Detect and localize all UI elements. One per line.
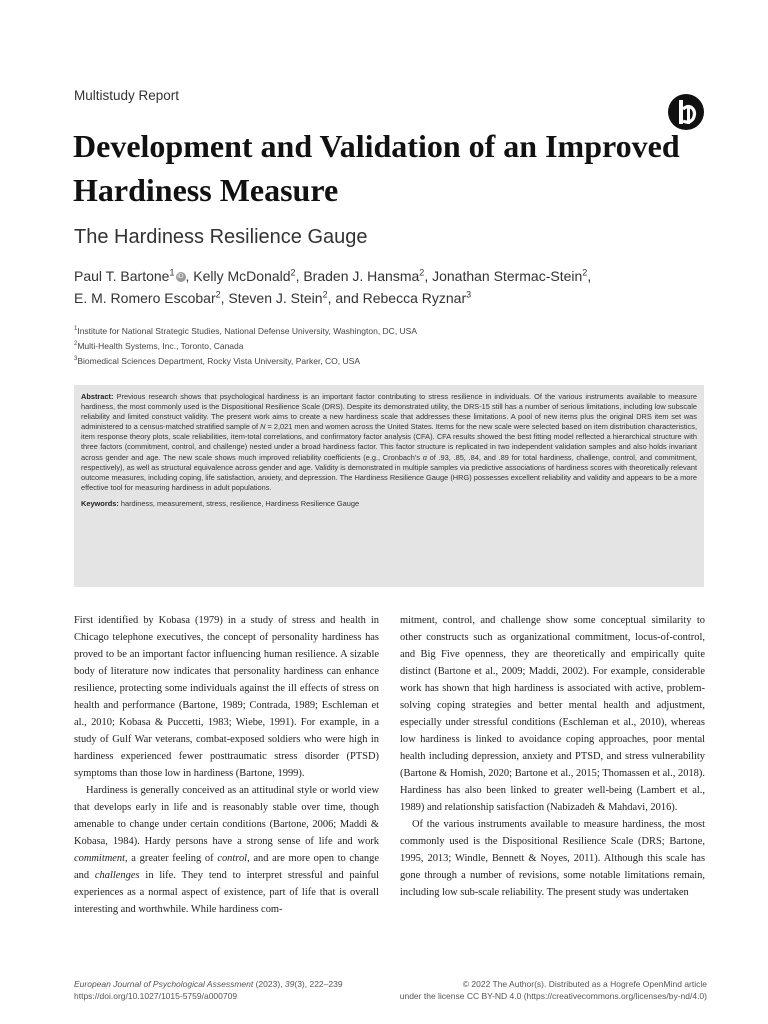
author-name: , Braden J. Hansma — [295, 268, 420, 284]
author-affiliation-mark: 2 — [215, 289, 221, 300]
author-affiliation-mark: 2 — [290, 267, 296, 278]
sample-size-symbol: N — [260, 422, 266, 432]
report-type-label: Multistudy Report — [74, 88, 180, 103]
body-text: and are more open to change and — [74, 853, 379, 881]
author-name: , Steven J. Stein — [220, 290, 323, 306]
affiliation-mark: 3 — [74, 356, 78, 363]
affiliation-mark: 1 — [74, 326, 78, 333]
author-affiliation-mark: 2 — [582, 267, 588, 278]
body-column-right — [400, 612, 705, 901]
journal-volume: 39 — [284, 979, 295, 989]
affiliation-item — [74, 354, 417, 369]
affiliation-mark: 2 — [74, 341, 78, 348]
author-affiliation-mark: 2 — [419, 267, 425, 278]
orcid-icon[interactable]: iD — [177, 273, 184, 281]
article-subtitle: The Hardiness Resilience Gauge — [74, 226, 368, 248]
body-emphasis: control, — [217, 853, 250, 864]
keywords — [81, 499, 697, 509]
affiliation-list — [74, 324, 417, 369]
body-text: Hardiness is generally conceived as an attitudinal style or world view that develops early in life and is reasonably stable over time, though amenable to change under certain conditions (Bartone, 2006; Maddi & Kobasa, 1984). Hardy persons have a strong sense of life and work — [74, 785, 379, 847]
author-affiliation-mark: 1 — [169, 267, 175, 278]
affiliation-text: Multi-Health Systems, Inc., Toronto, Canada — [77, 341, 244, 351]
abstract-label: Abstract: — [81, 392, 114, 401]
body-paragraph: mitment, control, and challenge show some conceptual similarity to other constructs such as organizational commitment, locus-of-control, and Big Five openness, they are theoretically and empirically quite distinct (Bartone et al., 2009; Maddi, 2002). For example, considerable work has shown that high hardiness is associated with active, problem-solving coping strategies and better mental health and adjustment, especially under stressful conditions (Eschleman et al., 2010), whereas low hardiness is linked to avoidance coping approaches, poor mental health including depression, anxiety and PTSD, and stress vulnerability (Bartone & Homish, 2020; Bartone et al., 2015; Thomassen et al., 2018). Hardiness has also been linked to greater well-being (Lambert et al., 1989) and relationship satisfaction (Nabizadeh & Mahdavi, 2016). — [400, 615, 705, 813]
body-paragraph: Of the various instruments available to measure hardiness, the most commonly used is the Dispositional Resilience Scale (DRS; Bartone, 1995, 2013; Windle, Bennett & Noyes, 2011). Although this scale has gone through a number of revisions, some notable limitations remain, including low sub-scale reliability. The present study was undertaken — [400, 819, 705, 898]
author-separator: , — [587, 268, 592, 284]
body-paragraph: First identified by Kobasa (1979) in a study of stress and health in Chicago telephone executives, the concept of personality hardiness has proved to be an important factor influencing human resilience. A sizable body of literature now indicates that personality hardiness can enhance resilience, protecting some individuals against the ill effects of stress on health and performance (Bartone, 1989; Contrada, 1989; Eschleman et al., 2010; Kobasa & Puccetti, 1983; Wiebe, 1991). For example, in a study of Gulf War veterans, combat-exposed soldiers who were high in hardiness experienced fewer posttraumatic stress disorder (PTSD) symptoms than those low in hardiness (Bartone, 1999). — [74, 615, 379, 779]
footer-citation — [74, 978, 343, 1002]
author-affiliation-mark: 2 — [322, 289, 328, 300]
author-name: Paul T. Bartone — [74, 268, 170, 284]
body-paragraph — [74, 782, 379, 918]
affiliation-text: Biomedical Sciences Department, Rocky Vista University, Parker, CO, USA — [77, 356, 360, 366]
article-title: Development and Validation of an Improved Hardiness Measure — [73, 128, 680, 208]
affiliation-item — [74, 324, 417, 339]
doi-link[interactable]: https://doi.org/10.1027/1015-5759/a000709 — [74, 991, 238, 1001]
body-text: a greater feeling of — [127, 853, 218, 864]
abstract-box — [74, 385, 704, 587]
keywords-label: Keywords: — [81, 498, 119, 508]
footer-license — [342, 978, 707, 1002]
keywords-text: hardiness, measurement, stress, resilience, Hardiness Resilience Gauge — [118, 498, 360, 508]
alpha-symbol: α — [422, 452, 427, 462]
abstract-segment: Previous research shows that psychological hardiness is an important factor contributing to stress resilience in individuals. Of the various instruments available to measure hardiness, the most commonly used is the Dispositional Resilience Scale (DRS). Despite its demonstrated utility, the DRS-15 still has a number of serious limitations, including low subscale reliability and limited construct validity. The present work aims to create a new hardiness scale that addresses these limitations. A pool of new items plus the original DRS item set was administered to a census-matched stratified sample of — [81, 392, 697, 432]
affiliation-item — [74, 339, 417, 354]
citation-text: (2023), — [253, 979, 285, 989]
author-name: , Kelly McDonald — [185, 268, 291, 284]
copyright-text: © 2022 The Author(s). Distributed as a Hogrefe OpenMind article — [462, 979, 707, 989]
author-name: , and Rebecca Ryznar — [327, 290, 467, 306]
body-emphasis: commitment, — [74, 853, 128, 864]
citation-text: (3), 222–239 — [294, 979, 343, 989]
body-column-left — [74, 612, 379, 918]
affiliation-text: Institute for National Strategic Studies, National Defense University, Washington, DC, USA — [77, 326, 418, 336]
author-name: , Jonathan Stermac-Stein — [424, 268, 583, 284]
body-emphasis: challenges — [94, 870, 140, 881]
license-text[interactable]: under the license CC BY-ND 4.0 (https://creativecommons.org/licenses/by-nd/4.0) — [399, 991, 707, 1001]
author-list — [74, 265, 714, 309]
author-name: E. M. Romero Escobar — [74, 290, 216, 306]
abstract-segment: of .93, .85, .84, and .89 for total hardiness, challenge, control, and commitment, respectively), as well as structural equivalence across gender and age. Validity is demonstrated in multiple samples via predictive associations of hardiness scores with theoretically relevant outcome measures, including coping, life satisfaction, anxiety, and depression. The Hardiness Resilience Gauge (HRG) possesses excellent reliability and validity and appears to be a more effective tool for measuring hardiness in adult populations. — [81, 452, 697, 492]
author-affiliation-mark: 3 — [466, 289, 472, 300]
journal-name: European Journal of Psychological Assessment — [74, 979, 254, 989]
body-text: in life. They tend to interpret stressful and painful experiences as a normal aspect of existence, part of life that is overall interesting and worthwhile. While hardiness com- — [74, 870, 379, 915]
abstract-segment: = 2,021 men and women across the United States. Items for the new scale were selected based on item distribution characteristics, item response theory plots, scale reliabilities, item-total correlations, and confirmatory factor analysis (CFA). CFA results showed the best fitting model reflected a hierarchical structure with three factors (commitment, control, and challenge) nested under a broad hardiness factor. This factor structure is replicated in two independent validation samples and also holds invariant across gender and age. The new scale shows much improved reliability coefficients (e.g., Cronbach’s — [81, 422, 697, 462]
abstract-text — [81, 392, 697, 493]
